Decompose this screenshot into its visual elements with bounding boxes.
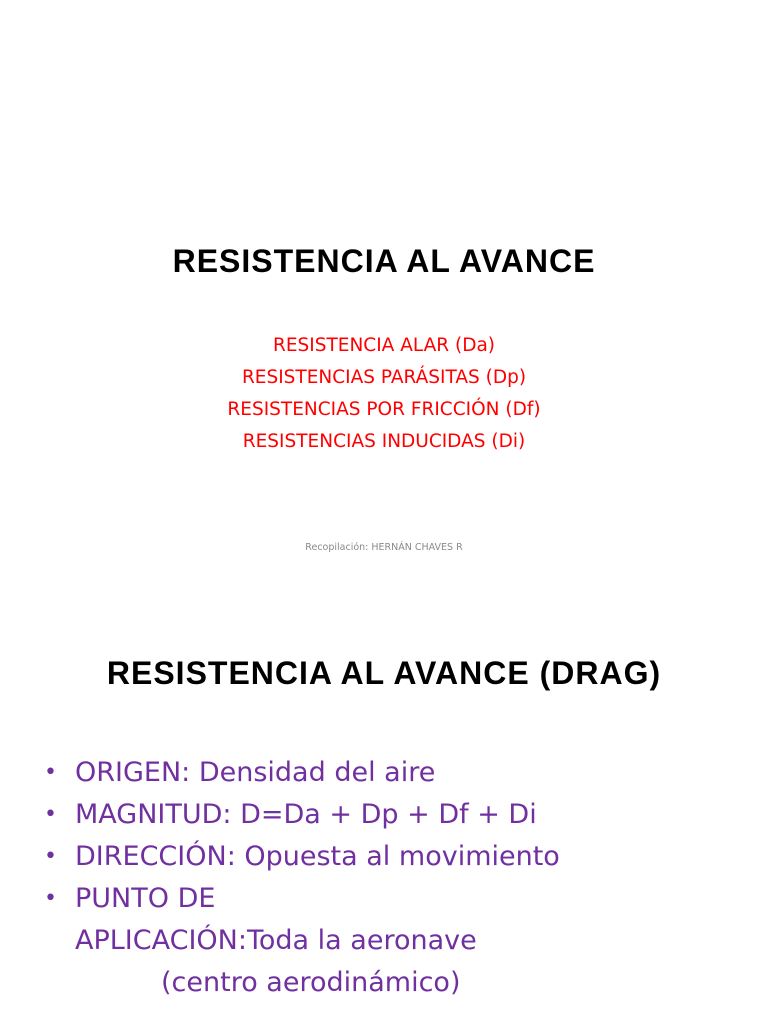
drag-type-item: RESISTENCIAS PARÁSITAS (Dp) xyxy=(241,367,527,388)
author-credit: Recopilación: HERNÁN CHAVES R xyxy=(305,542,463,553)
property-application-point xyxy=(44,878,744,1004)
property-text: PUNTO DE xyxy=(75,883,216,914)
bullet-icon: • xyxy=(44,760,57,785)
drag-properties-list xyxy=(44,752,744,1004)
bullet-icon: • xyxy=(44,886,57,911)
property-origin xyxy=(44,752,744,794)
property-magnitude xyxy=(44,794,744,836)
slide-1-title: RESISTENCIA AL AVANCE xyxy=(172,243,596,280)
property-text: MAGNITUD: D=Da + Dp + Df + Di xyxy=(75,799,537,830)
drag-types-list xyxy=(0,330,768,458)
slide-drag-definition xyxy=(0,580,768,1024)
drag-type-item: RESISTENCIAS POR FRICCIÓN (Df) xyxy=(227,399,541,420)
bullet-icon: • xyxy=(44,802,57,827)
drag-type-item: RESISTENCIAS INDUCIDAS (Di) xyxy=(242,431,526,452)
property-direction xyxy=(44,836,744,878)
drag-type-item: RESISTENCIA ALAR (Da) xyxy=(272,335,496,356)
property-text: DIRECCIÓN: Opuesta al movimiento xyxy=(75,841,560,872)
property-text: APLICACIÓN:Toda la aeronave xyxy=(75,925,477,956)
slide-2-title: RESISTENCIA AL AVANCE (DRAG) xyxy=(106,654,662,691)
property-text: ORIGEN: Densidad del aire xyxy=(75,757,436,788)
property-text: (centro aerodinámico) xyxy=(161,967,461,998)
bullet-icon: • xyxy=(44,844,57,869)
